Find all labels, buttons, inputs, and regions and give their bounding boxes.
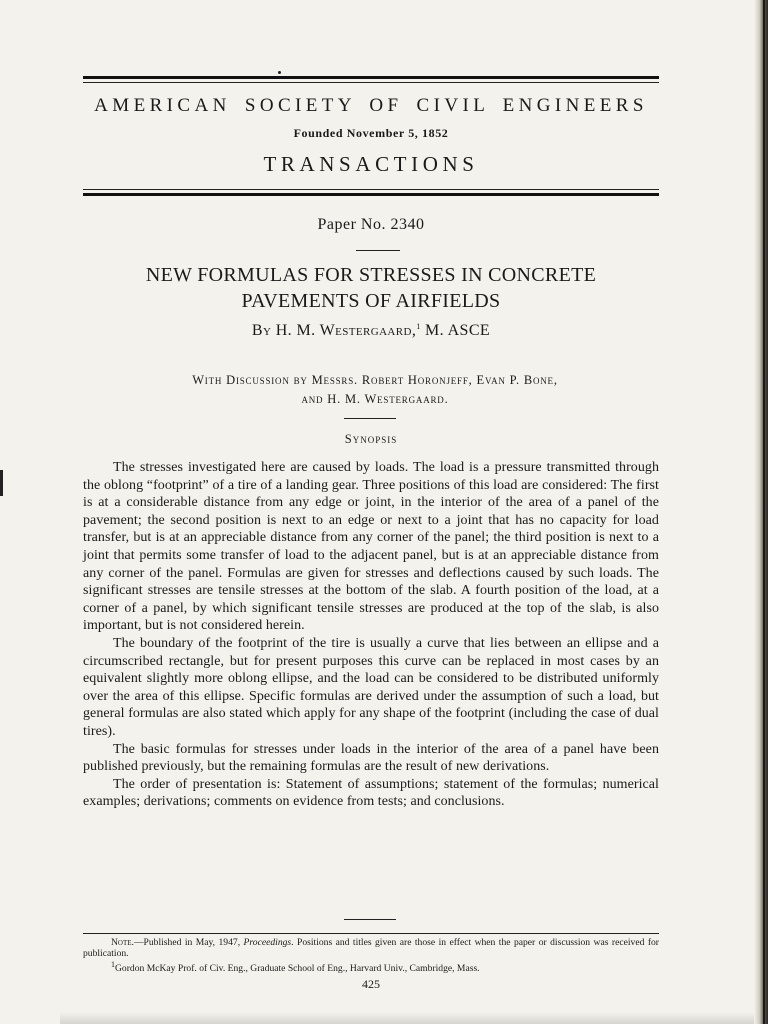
synopsis-paragraph-3: The basic formulas for stresses under loads in the interior of the area of a panel have been published previously, but the remaining formulas are the result of new derivations.: [83, 741, 659, 775]
synopsis-body: [83, 459, 659, 811]
page-number: 425: [362, 977, 380, 991]
footnote-1-text: Gordon McKay Prof. of Civ. Eng., Graduate School of Eng., Harvard Univ., Cambridge, Mass.: [115, 963, 480, 975]
discussion-line2: and H. M. Westergaard.: [301, 392, 449, 406]
synopsis-paragraph-4: The order of presentation is: Statement of assumptions; statement of the formulas; numerical examples; derivations; comments on evidence from tests; and conclusions.: [83, 776, 659, 810]
footnote-separator: [83, 933, 659, 934]
author-name: Westergaard,: [319, 322, 417, 339]
society-name: AMERICAN SOCIETY OF CIVIL ENGINEERS: [94, 95, 648, 116]
discussion-rule: [344, 418, 396, 419]
synopsis-end-rule: [344, 919, 396, 920]
discussion-credits: [100, 371, 650, 409]
footnotes: [83, 937, 659, 974]
synopsis-heading: Synopsis: [344, 432, 398, 446]
footnote-1: [83, 959, 659, 974]
author-membership: M. ASCE: [420, 322, 491, 339]
synopsis-paragraph-2: The boundary of the footprint of the tire is usually a curve that lies between an ellipse and a circumscribed rectangle, but for present purposes this curve can be replaced in most cases by an equivalent slightly more oblong ellipse, and the load can be considered to be distributed uniformly over the area of this ellipse. Specific formulas are derived under the assumption of such a load, but general formulas are also stated which apply for any shape of the footprint (including the case of dual tires).: [83, 635, 659, 739]
scan-margin-mark: [0, 470, 3, 496]
paper-number-rule: [356, 250, 400, 251]
footnote-note-label: Note.: [111, 937, 134, 948]
paper-title: [83, 262, 659, 314]
footnote-note-text-b: . Positions and titles given are those in effect when the paper or discussion was received for publication.: [83, 937, 659, 959]
author-prefix: By H. M.: [251, 322, 320, 339]
footnote-note: [83, 937, 659, 959]
series-title: TRANSACTIONS: [263, 152, 479, 176]
discussion-line1: With Discussion by Messrs. Robert Horonjeff, Evan P. Bone,: [192, 373, 558, 387]
footnote-note-text-a: —Published in May, 1947,: [133, 937, 244, 948]
masthead-bottom-rule: [83, 189, 659, 196]
paper-title-line1: NEW FORMULAS FOR STRESSES IN CONCRETE: [145, 264, 597, 286]
paper-title-line2: PAVEMENTS OF AIRFIELDS: [241, 290, 501, 312]
author-line: [83, 322, 659, 340]
printer-dot: [278, 71, 281, 74]
footnote-1-mark: 1: [111, 960, 115, 969]
scan-binding-edge: [754, 0, 768, 1024]
top-rule: [83, 76, 659, 83]
founded-date: Founded November 5, 1852: [293, 126, 449, 140]
synopsis-paragraph-1: The stresses investigated here are caused by loads. The load is a pressure transmitted through the oblong “footprint” of a tire of a landing gear. Three positions of this load are considered: The first is at a considerable distance from any edge or joint, in the interior of the area of a panel of the pavement; the second position is next to an edge or next to a joint that has no capacity for load transfer, but is at an appreciable distance from any corner of the panel; the third position is next to a joint that permits some transfer of load to the adjacent panel, but is at an appreciable distance from any corner of the panel. Formulas are given for stresses and deflections caused by such loads. The significant stresses are tensile stresses at the bottom of the slab. A fourth position of the load, at a corner of a panel, by which significant tensile stresses are produced at the top of the slab, is also important, but is not considered herein.: [83, 460, 659, 634]
scan-bottom-shadow: [60, 1012, 754, 1024]
footnote-note-italic: Proceedings: [243, 937, 292, 948]
author-footnote-mark: 1: [416, 322, 421, 331]
paper-number: Paper No. 2340: [317, 216, 425, 233]
